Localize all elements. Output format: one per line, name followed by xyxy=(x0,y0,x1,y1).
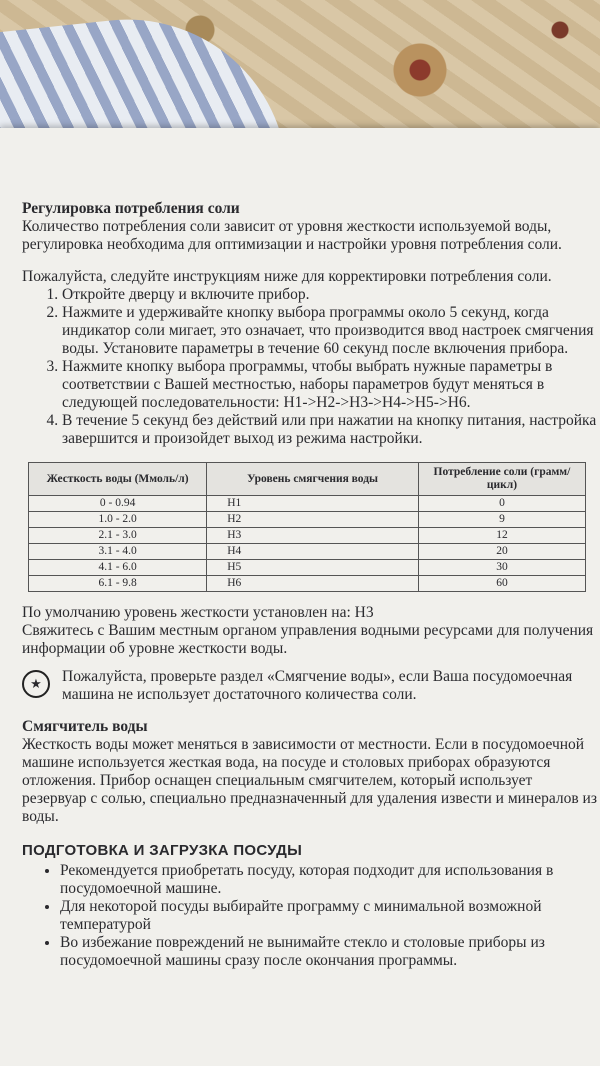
cell-hardness: 0 - 0.94 xyxy=(29,496,207,512)
header-hardness: Жесткость воды (Ммоль/л) xyxy=(29,463,207,496)
cell-salt: 30 xyxy=(418,560,585,576)
hardness-table xyxy=(28,462,586,592)
cell-level: H1 xyxy=(207,496,419,512)
cell-salt: 9 xyxy=(418,512,585,528)
salt-note xyxy=(22,668,597,704)
cell-level: H2 xyxy=(207,512,419,528)
header-salt: Потребление соли (грамм/цикл) xyxy=(418,463,585,496)
note-text: Пожалуйста, проверьте раздел «Смягчение воды», если Ваша посудомоечная машина не использует достаточного количества соли. xyxy=(62,668,573,703)
table-row xyxy=(29,512,586,528)
cell-salt: 12 xyxy=(418,528,585,544)
star-icon: ★ xyxy=(22,670,50,698)
step-item: 2. Нажмите и удерживайте кнопку выбора программы около 5 секунд, когда индикатор соли мигает, это означает, что производится ввод настроек смягчения воды. Установите параметры в течение 60 секунд после включения прибора. xyxy=(62,304,597,358)
table-row xyxy=(29,496,586,512)
cell-level: H3 xyxy=(207,528,419,544)
cell-level: H6 xyxy=(207,576,419,592)
cell-hardness: 3.1 - 4.0 xyxy=(29,544,207,560)
contact-text: Свяжитесь с Вашим местным органом управления водными ресурсами для получения информации об уровне жесткости воды. xyxy=(22,622,594,657)
loading-bullets xyxy=(22,862,597,970)
cell-level: H4 xyxy=(207,544,419,560)
list-item: • Во избежание повреждений не вынимайте стекло и столовые приборы из посудомоечной машины сразу после окончания программы. xyxy=(60,934,597,970)
instructions-intro: Пожалуйста, следуйте инструкциям ниже для корректировки потребления соли. xyxy=(22,268,552,285)
softener-title: Смягчитель воды xyxy=(22,718,148,735)
cell-salt: 0 xyxy=(418,496,585,512)
salt-intro: Количество потребления соли зависит от уровня жесткости используемой воды, регулировка необходима для оптимизации и настройки уровня потребления соли. xyxy=(22,218,562,253)
cell-hardness: 2.1 - 3.0 xyxy=(29,528,207,544)
loading-title: ПОДГОТОВКА И ЗАГРУЗКА ПОСУДЫ xyxy=(22,842,303,859)
table-row xyxy=(29,576,586,592)
cell-level: H5 xyxy=(207,560,419,576)
cell-salt: 20 xyxy=(418,544,585,560)
list-item: • Рекомендуется приобретать посуду, которая подходит для использования в посудомоечной машине. xyxy=(60,862,597,898)
cell-salt: 60 xyxy=(418,576,585,592)
cell-hardness: 4.1 - 6.0 xyxy=(29,560,207,576)
table-row xyxy=(29,544,586,560)
steps-list xyxy=(22,286,597,448)
step-item: 3. Нажмите кнопку выбора программы, чтобы выбрать нужные параметры в соответствии с Вашей местностью, наборы параметров будут меняться в следующей последовательности: H1->H2->H3->H4->H5->H6. xyxy=(62,358,597,412)
cell-hardness: 6.1 - 9.8 xyxy=(29,576,207,592)
table-row xyxy=(29,528,586,544)
step-item: 1. Откройте дверцу и включите прибор. xyxy=(62,286,597,304)
list-item: • Для некоторой посуды выбирайте программу с минимальной возможной температурой xyxy=(60,898,597,934)
softener-text: Жесткость воды может меняться в зависимости от местности. Если в посудомоечной машине используется жесткая вода, на посуде и столовых приборах образуются отложения. Прибор оснащен специальным смягчителем, который использует резервуар с солью, специально предназначенный для удаления извести и минералов из воды. xyxy=(22,736,597,825)
table-row xyxy=(29,560,586,576)
cell-hardness: 1.0 - 2.0 xyxy=(29,512,207,528)
default-level-text: По умолчанию уровень жесткости установлен на: H3 xyxy=(22,604,374,621)
page-content xyxy=(22,200,597,970)
header-level: Уровень смягчения воды xyxy=(207,463,419,496)
step-item: 4. В течение 5 секунд без действий или при нажатии на кнопку питания, настройка завершится и произойдет выход из режима настройки. xyxy=(62,412,597,448)
salt-section-title: Регулировка потребления соли xyxy=(22,200,240,217)
